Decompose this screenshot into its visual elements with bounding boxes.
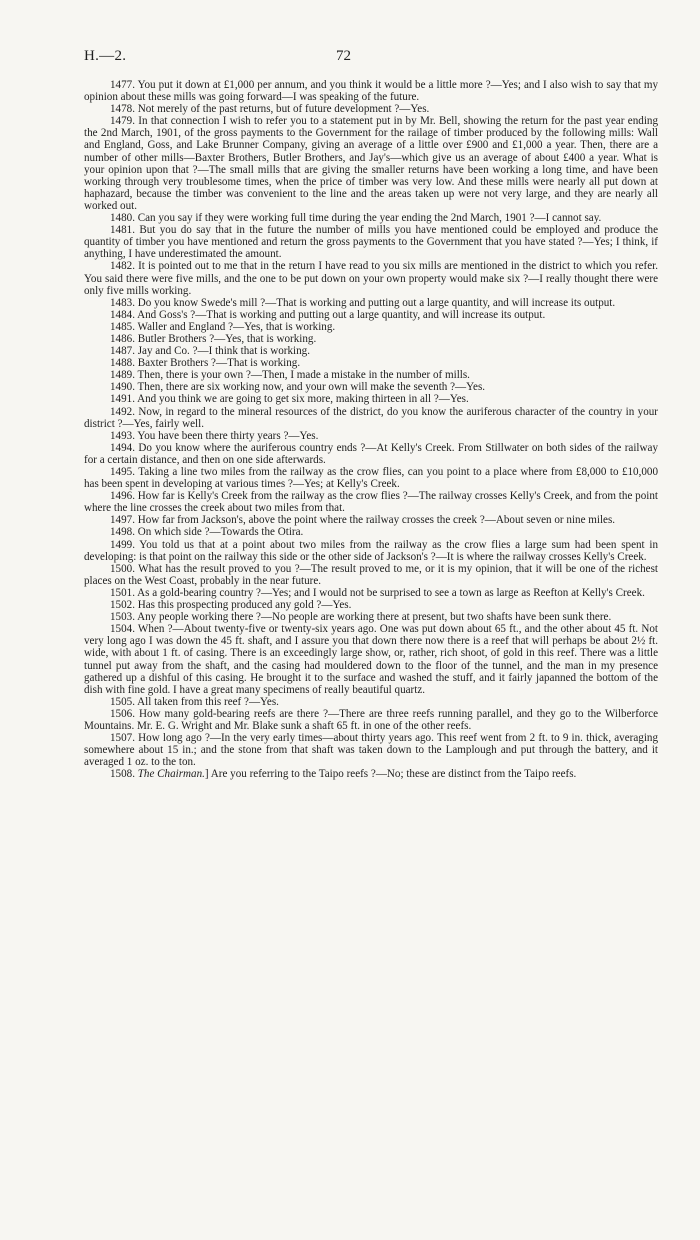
paragraph-1508 bbox=[84, 768, 658, 780]
paragraph-1487: 1487. Jay and Co. ?—I think that is working. bbox=[110, 345, 310, 358]
paragraph-1504: 1504. When ?—About twenty-five or twenty-six years ago. One was put down about 65 ft., and the other about 45 ft. Not very long ago I was down the 45 ft. shaft, and I assure you that down there now there is a reef that will perhaps be about 2½ ft. wide, with about 1 ft. of casing. There is an exceedingly large show, or, rather, rich shoot, of gold in this reef. There was a little tunnel put away from the shaft, and the casing had mouldered down to the floor of the tunnel, and the man in my presence gathered up a dishful of this casing. He brought it to the surface and washed the stuff, and it fairly japanned the bottom of the dish with fine gold. I have a great many specimens of really beautiful quartz. bbox=[84, 623, 658, 696]
paragraph-1483: 1483. Do you know Swede's mill ?—That is working and putting out a large quantity, and will increase its output. bbox=[110, 296, 616, 309]
paragraph-1502: 1502. Has this prospecting produced any gold ?—Yes. bbox=[110, 599, 352, 612]
paragraph-1507: 1507. How long ago ?—In the very early times—about thirty years ago. This reef went from 2 ft. to 9 in. thick, averaging somewhere about 15 in.; and the stone from that shaft was taken down to the Lamplough and put through the battery, and it averaged 1 oz. to the ton. bbox=[84, 732, 658, 769]
page-header bbox=[84, 48, 616, 68]
paragraph-1488: 1488. Baxter Brothers ?—That is working. bbox=[110, 357, 301, 370]
paragraph-1498: 1498. On which side ?—Towards the Otira. bbox=[110, 526, 304, 539]
paragraph-1506: 1506. How many gold-bearing reefs are there ?—There are three reefs running parallel, and they go to the Wilberforce Mountains. Mr. E. G. Wright and Mr. Blake sunk a shaft 65 ft. in one of the other reefs. bbox=[84, 707, 658, 732]
question-text: ] Are you referring to the Taipo reefs ?—No; these are distinct from the Taipo reefs. bbox=[204, 768, 577, 781]
paragraph-1492: 1492. Now, in regard to the mineral resources of the district, do you know the auriferous character of the country in your district ?—Yes, fairly well. bbox=[84, 405, 658, 430]
paragraph-1485: 1485. Waller and England ?—Yes, that is working. bbox=[110, 320, 336, 333]
paragraph-1505: 1505. All taken from this reef ?—Yes. bbox=[110, 695, 279, 708]
paragraph-1481: 1481. But you do say that in the future the number of mills you have mentioned could be employed and produce the quantity of timber you have mentioned and return the gross payments to the Government that you have stated ?—Yes; I think, if anything, I have underestimated the amount. bbox=[84, 224, 658, 261]
paragraph-1493: 1493. You have been there thirty years ?—Yes. bbox=[110, 429, 319, 442]
paragraph-1499: 1499. You told us that at a point about two miles from the railway as the crow flies a large sum had been spent in developing: is that point on the railway this side or the other side of Jackson's ?—It is where the railway crosses Kelly's Creek. bbox=[84, 538, 658, 563]
paragraph-1496: 1496. How far is Kelly's Creek from the railway as the crow flies ?—The railway crosses Kelly's Creek, and from the point where the line crosses the creek about two miles from that. bbox=[84, 490, 658, 515]
paragraph-1489: 1489. Then, there is your own ?—Then, I made a mistake in the number of mills. bbox=[110, 369, 470, 382]
paragraph-1482: 1482. It is pointed out to me that in the return I have read to you six mills are mentioned in the district to which you refer. You said there were five mills, and the one to be put down on your own property would make six ?—I really thought there were only five mills working. bbox=[84, 260, 658, 297]
document-reference: H.—2. bbox=[84, 48, 127, 64]
paragraph-1490: 1490. Then, there are six working now, and your own will make the seventh ?—Yes. bbox=[110, 381, 486, 394]
paragraph-1477: 1477. You put it down at £1,000 per annum, and you think it would be a little more ?—Yes; and I also wish to say that my opinion about these mills was going forward—I was speaking of the future. bbox=[84, 79, 658, 104]
speaker-label: The Chairman. bbox=[137, 768, 205, 781]
paragraph-1497: 1497. How far from Jackson's, above the point where the railway crosses the creek ?—About seven or nine miles. bbox=[110, 514, 616, 527]
transcript-body bbox=[84, 79, 658, 780]
paragraph-1501: 1501. As a gold-bearing country ?—Yes; and I would not be surprised to see a town as large as Reefton at Kelly's Creek. bbox=[110, 586, 645, 599]
paragraph-1491: 1491. And you think we are going to get six more, making thirteen in all ?—Yes. bbox=[110, 393, 469, 406]
paragraph-1503: 1503. Any people working there ?—No people are working there at present, but two shafts have been sunk there. bbox=[110, 611, 612, 624]
paragraph-1484: 1484. And Goss's ?—That is working and putting out a large quantity, and will increase its output. bbox=[110, 308, 546, 321]
paragraph-1495: 1495. Taking a line two miles from the railway as the crow flies, can you point to a place where from £8,000 to £10,000 has been spent in developing at various times ?—Yes; at Kelly's Creek. bbox=[84, 466, 658, 491]
paragraph-1479: 1479. In that connection I wish to refer you to a statement put in by Mr. Bell, showing the return for the past year ending the 2nd March, 1901, of the gross payments to the Government for the railage of timber produced by the following mills: Wall and England, Goss, and Lake Brunner Company, giving an average of a little over £900 and £1,000 a year. Then, there are a number of other mills—Baxter Brothers, Butler Brothers, and Jay's—which give us an average of about £400 a year. What is your opinion upon that ?—The small mills that are giving the smaller returns have been working a long time, and have been working through very troublesome times, when the price of timber was very low. And these mills were nearly all put down at haphazard, because the timber was convenient to the line and the areas taken up were not very large, and they are nearly all worked out. bbox=[84, 115, 658, 212]
paragraph-1478: 1478. Not merely of the past returns, but of future development ?—Yes. bbox=[110, 103, 430, 116]
question-number: 1508. bbox=[110, 768, 138, 781]
paragraph-1480: 1480. Can you say if they were working full time during the year ending the 2nd March, 1901 ?—I cannot say. bbox=[110, 212, 602, 225]
paragraph-1494: 1494. Do you know where the auriferous country ends ?—At Kelly's Creek. From Stillwater on both sides of the railway for a certain distance, and then on one side afterwards. bbox=[84, 441, 658, 466]
page-number: 72 bbox=[336, 48, 351, 64]
paragraph-1500: 1500. What has the result proved to you ?—The result proved to me, or it is my opinion, that it will be one of the richest places on the West Coast, probably in the near future. bbox=[84, 562, 658, 587]
paragraph-1486: 1486. Butler Brothers ?—Yes, that is working. bbox=[110, 332, 317, 345]
